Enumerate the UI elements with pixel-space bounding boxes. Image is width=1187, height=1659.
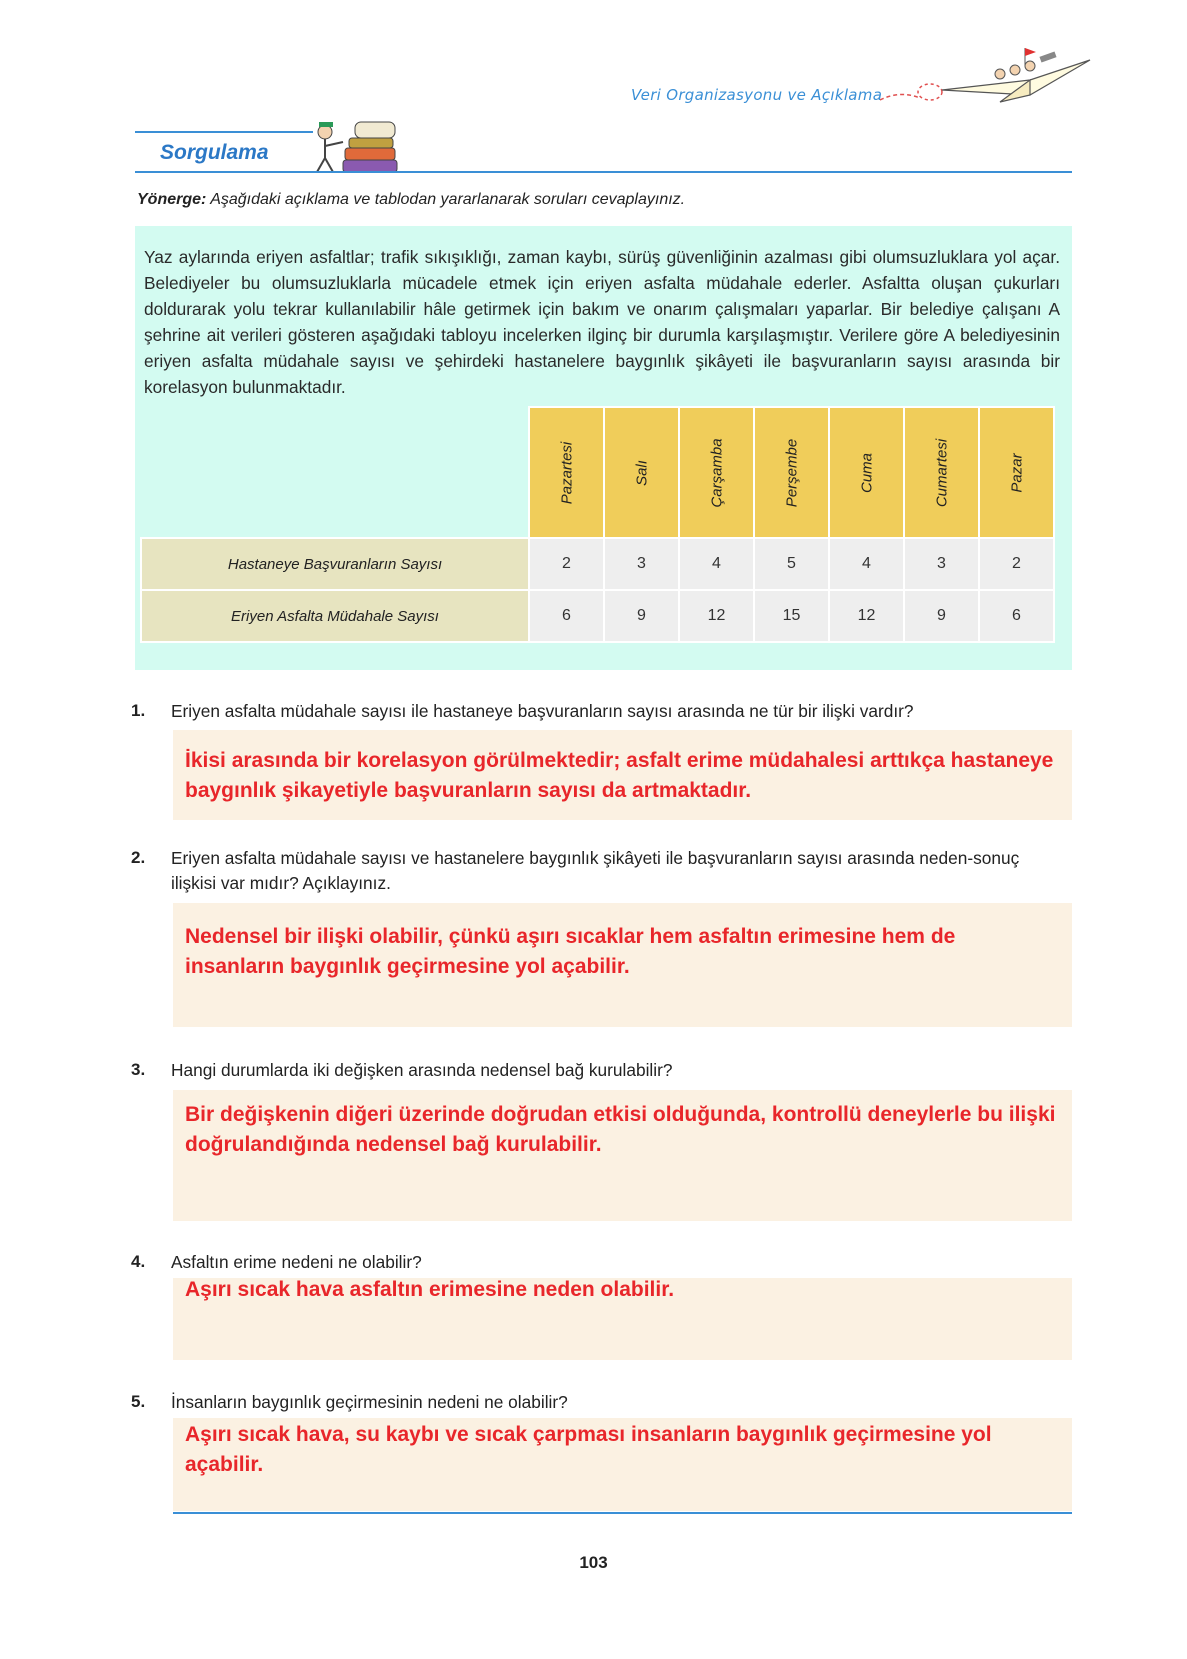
- question-text: Asfaltın erime nedeni ne olabilir?: [171, 1252, 422, 1272]
- table-header-day: Pazartesi: [528, 406, 605, 539]
- paper-plane-illustration: [880, 40, 1100, 110]
- table-cell: 12: [828, 589, 905, 643]
- answer-text: Nedensel bir ilişki olabilir, çünkü aşırı sıcaklar hem asfaltın erimesine hem de insanların baygınlık geçirmesine yol açabilir.: [185, 925, 956, 978]
- table-row-label: Hastaneye Başvuranların Sayısı: [140, 537, 530, 591]
- table-cell: 4: [678, 537, 755, 591]
- table-header-day: Cumartesi: [903, 406, 980, 539]
- section-rule-top: [135, 131, 313, 133]
- table-cell: 3: [603, 537, 680, 591]
- table-cell: 9: [903, 589, 980, 643]
- table-cell: 15: [753, 589, 830, 643]
- section-rule: [135, 171, 1072, 173]
- answer-text: Aşırı sıcak hava asfaltın erimesine neden olabilir.: [185, 1278, 675, 1301]
- question-text: Hangi durumlarda iki değişken arasında nedensel bağ kurulabilir?: [171, 1060, 673, 1080]
- table-cell: 4: [828, 537, 905, 591]
- table-cell: 9: [603, 589, 680, 643]
- directive-text: Aşağıdaki açıklama ve tablodan yararlanarak soruları cevaplayınız.: [206, 191, 686, 208]
- table-header-day: Salı: [603, 406, 680, 539]
- question-number: 2.: [131, 848, 146, 867]
- table-row-label: Eriyen Asfalta Müdahale Sayısı: [140, 589, 530, 643]
- directive: [137, 191, 685, 209]
- page-number: 103: [579, 1553, 608, 1572]
- info-paragraph: Yaz aylarında eriyen asfaltlar; trafik sıkışıklığı, zaman kaybı, sürüş güvenliğinin azalması gibi olumsuzluklara yol açar. Belediyeler bu olumsuzluklarla mücadele etmek için eriyen asfalta müdahale ederler. Asfaltta oluşan çukurları doldurarak yolu tekrar kullanılabilir hâle getirmek için bakım ve onarım çalışmaları yaparlar. Bir belediye çalışanı A şehrine ait verileri gösteren aşağıdaki tabloyu incelerken ilginç bir durumla karşılaşmıştır. Verilere göre A belediyesinin eriyen asfalta müdahale sayısı ve şehirdeki hastanelere baygınlık şikâyeti ile başvuranların sayısı arasında bir korelasyon bulunmaktadır.: [144, 247, 1060, 397]
- table-header-day: Çarşamba: [678, 406, 755, 539]
- question-number: 5.: [131, 1392, 146, 1411]
- page-header-title: Veri Organizasyonu ve Açıklama: [631, 86, 883, 104]
- table-cell: 3: [903, 537, 980, 591]
- answer-text: Bir değişkenin diğeri üzerinde doğrudan etkisi olduğunda, kontrollü deneylerle bu ilişki doğrulandığında nedensel bağ kurulabilir.: [185, 1103, 1056, 1156]
- question-number: 3.: [131, 1060, 146, 1079]
- answer-text: İkisi arasında bir korelasyon görülmektedir; asfalt erime müdahalesi arttıkça hastaneye baygınlık şikayetiyle başvuranların sayısı da artmaktadır.: [185, 749, 1054, 802]
- table-header-day: Cuma: [828, 406, 905, 539]
- question-text: Eriyen asfalta müdahale sayısı ve hastanelere baygınlık şikâyeti ile başvuranların sayısı arasında neden-sonuç ilişkisi var mıdır? Açıklayınız.: [171, 848, 1020, 893]
- table-cell: 5: [753, 537, 830, 591]
- table-cell: 12: [678, 589, 755, 643]
- question-text: İnsanların baygınlık geçirmesinin nedeni ne olabilir?: [171, 1392, 568, 1412]
- directive-label: Yönerge:: [137, 191, 207, 208]
- table-header-day: Pazar: [978, 406, 1055, 539]
- question-text: Eriyen asfalta müdahale sayısı ile hastaneye başvuranların sayısı arasında ne tür bir ilişki vardır?: [171, 701, 914, 721]
- table-cell: 2: [528, 537, 605, 591]
- table-cell: 2: [978, 537, 1055, 591]
- answer-text: Aşırı sıcak hava, su kaybı ve sıcak çarpması insanların baygınlık geçirmesine yol açabilir.: [185, 1423, 992, 1476]
- books-illustration: [305, 118, 405, 176]
- table-header-day: Perşembe: [753, 406, 830, 539]
- table-cell: 6: [978, 589, 1055, 643]
- section-title: Sorgulama: [160, 141, 269, 164]
- table-cell: 6: [528, 589, 605, 643]
- question-number: 1.: [131, 701, 146, 720]
- bottom-rule: [173, 1512, 1072, 1514]
- question-number: 4.: [131, 1252, 146, 1271]
